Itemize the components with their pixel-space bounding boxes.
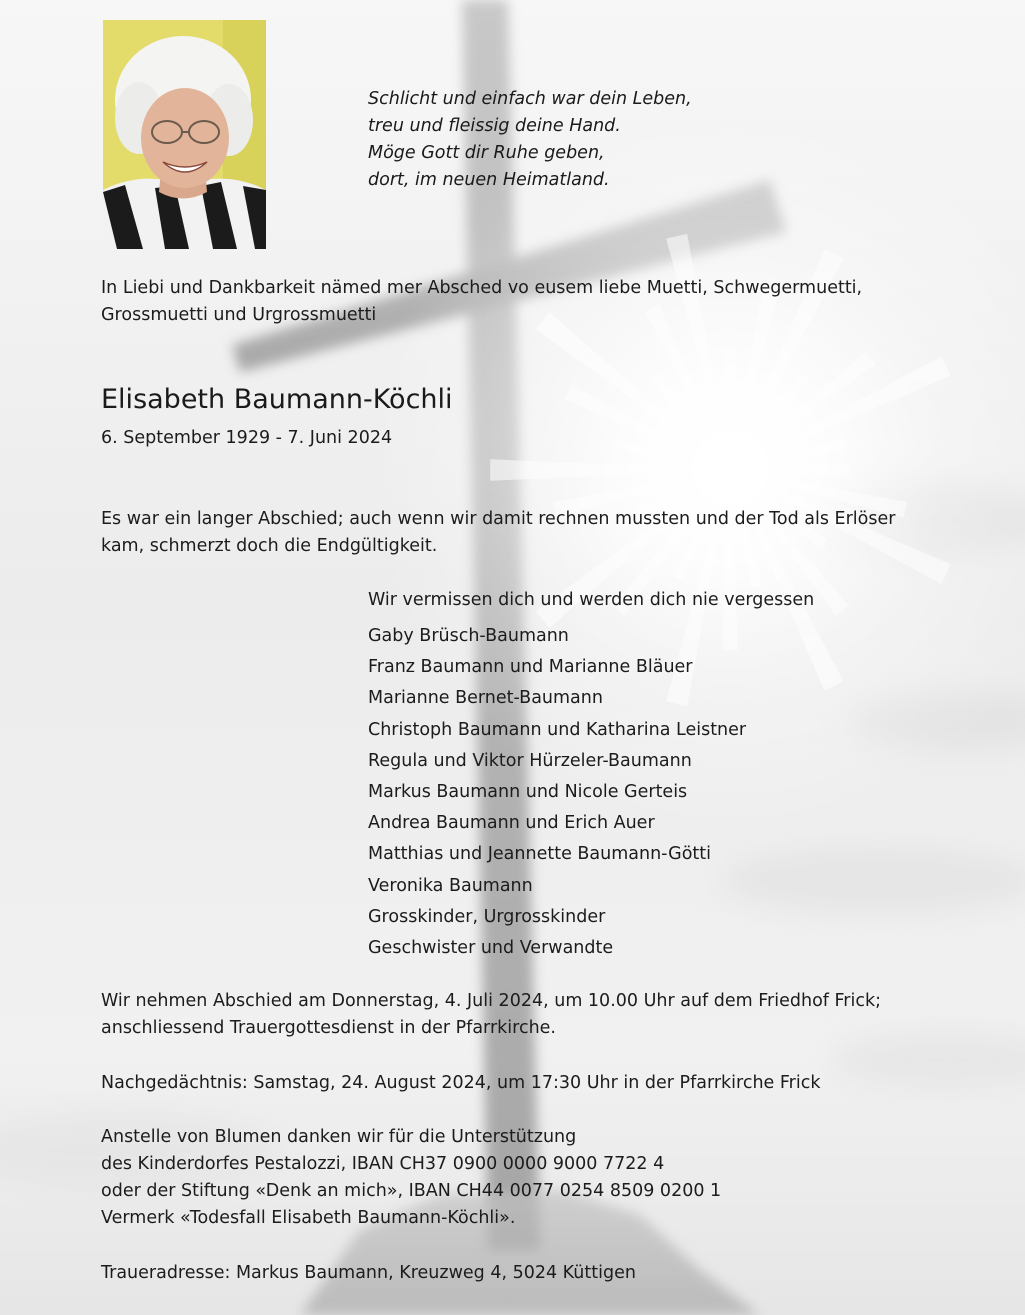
farewell-line: Es war ein langer Abschied; auch wenn wir damit rechnen mussten und der Tod als Erlöser	[101, 509, 896, 529]
mourners-intro: Wir vermissen dich und werden dich nie vergessen	[368, 590, 815, 610]
service-text	[101, 988, 921, 1042]
mourner-name: Markus Baumann und Nicole Gerteis	[368, 781, 688, 802]
mourner-name: Regula und Viktor Hürzeler-Baumann	[368, 750, 692, 771]
deceased-name: Elisabeth Baumann-Köchli	[101, 384, 453, 415]
service-line: Wir nehmen Abschied am Donnerstag, 4. Juli 2024, um 10.00 Uhr auf dem Friedhof Frick;	[101, 991, 882, 1011]
mourner-name: Veronika Baumann	[368, 875, 533, 896]
donation-text	[101, 1124, 921, 1232]
poem-line: dort, im neuen Heimatland.	[368, 170, 610, 190]
mourner-name: Andrea Baumann und Erich Auer	[368, 813, 655, 834]
poem-line: Schlicht und einfach war dein Leben,	[368, 89, 692, 109]
mourner-name: Christoph Baumann und Katharina Leistner	[368, 719, 747, 740]
intro-text	[101, 275, 921, 329]
poem-line: Möge Gott dir Ruhe geben,	[368, 143, 605, 163]
mourner-name: Geschwister und Verwandte	[368, 937, 614, 958]
address-line: Traueradresse: Markus Baumann, Kreuzweg 4, 5024 Küttigen	[101, 1263, 636, 1283]
poem-line: treu und fleissig deine Hand.	[368, 116, 621, 136]
mourner-name: Gaby Brüsch-Baumann	[368, 626, 569, 646]
donation-line: des Kinderdorfes Pestalozzi, IBAN CH37 0900 0000 9000 7722 4	[101, 1154, 665, 1174]
life-dates: 6. September 1929 - 7. Juni 2024	[101, 428, 393, 448]
intro-line: Grossmuetti und Urgrossmuetti	[101, 305, 377, 325]
intro-line: In Liebi und Dankbarkeit nämed mer Absched vo eusem liebe Muetti, Schwegermuetti,	[101, 278, 863, 298]
mourner-name: Grosskinder, Urgrosskinder	[368, 906, 606, 927]
memorial-line: Nachgedächtnis: Samstag, 24. August 2024, um 17:30 Uhr in der Pfarrkirche Frick	[101, 1073, 821, 1093]
service-line: anschliessend Trauergottesdienst in der Pfarrkirche.	[101, 1018, 556, 1038]
mourner-name: Marianne Bernet-Baumann	[368, 688, 603, 709]
mourning-address	[101, 1260, 921, 1287]
donation-line: oder der Stiftung «Denk an mich», IBAN CH44 0077 0254 8509 0200 1	[101, 1181, 722, 1201]
mourners-list	[368, 623, 746, 966]
mourner-name: Franz Baumann und Marianne Bläuer	[368, 657, 693, 678]
mourner-name: Matthias und Jeannette Baumann-Götti	[368, 844, 711, 865]
memorial-text	[101, 1070, 921, 1097]
portrait-photo	[103, 20, 266, 249]
donation-line: Anstelle von Blumen danken wir für die Unterstützung	[101, 1127, 577, 1147]
farewell-line: kam, schmerzt doch die Endgültigkeit.	[101, 536, 438, 556]
donation-line: Vermerk «Todesfall Elisabeth Baumann-Köchli».	[101, 1208, 516, 1228]
poem	[368, 86, 692, 194]
farewell-text	[101, 506, 921, 560]
